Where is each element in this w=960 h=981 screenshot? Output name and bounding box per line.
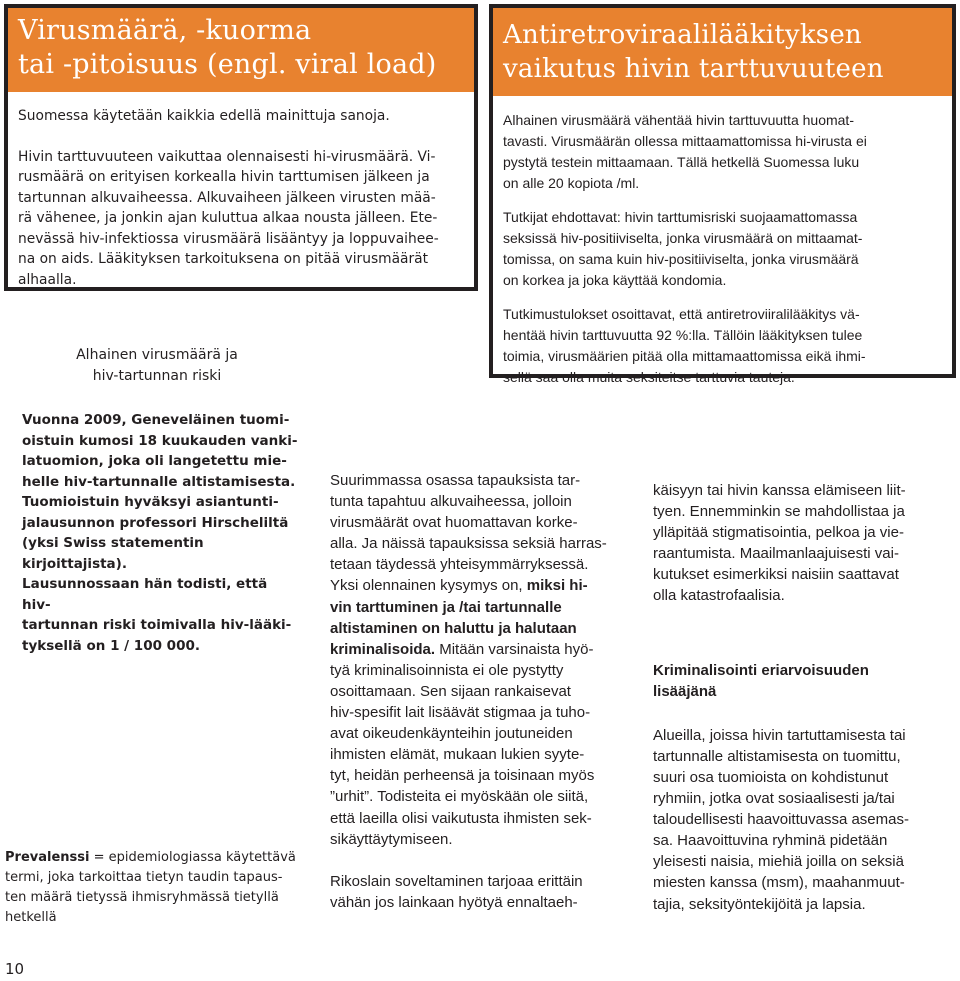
text-line: virusmäärät ovat huomattavan korke- <box>330 514 578 532</box>
text-line: jalausunnon professori Hirscheliltä <box>22 514 289 531</box>
arv-treatment-box <box>489 4 956 385</box>
text-line: alhaalla. <box>18 271 77 288</box>
text-line: sellä saa olla muita seksiteitse tarttuvia tauteja. <box>503 369 795 385</box>
arv-treatment-box-title <box>493 8 952 96</box>
text-line: tomissa, on sama kuin hiv-positiiviselta, jonka virusmäärä <box>503 251 859 267</box>
text-line: ”urhit”. Todisteita ei myöskään ole siitä, <box>330 788 589 806</box>
arv-title-line2: vaikutus hivin tarttuvuuteen <box>503 54 884 84</box>
text-line: alla. Ja näissä tapauksissa seksiä harras- <box>330 535 607 553</box>
middle-paragraph-3 <box>330 871 630 913</box>
text-line: että laeilla olisi vaikutusta ihmisten sek- <box>330 809 592 827</box>
text-line: avat oikeudenkäynteihin joutuneiden <box>330 725 573 743</box>
text-line: Suurimmassa osassa tapauksista tar- <box>330 472 581 489</box>
text-line: Rikoslain soveltaminen tarjoaa erittäin <box>330 872 583 890</box>
text-line: pystytä testein mittaamaan. Tällä hetkellä Suomessa luku <box>503 154 860 170</box>
arv-paragraph-1 <box>503 110 942 194</box>
viral-load-box-title <box>8 8 474 92</box>
text-line: hetkellä <box>5 910 57 925</box>
text-line: tartunnan riski toimivalla hiv-lääki- <box>22 617 292 633</box>
text-line: kutukset esimerkiksi naisiin saattavat <box>653 566 899 584</box>
arv-paragraph-2 <box>503 207 942 291</box>
right-column <box>653 480 955 915</box>
text-line: ryhmiin, jotka ovat sosiaalisesti ja/tai <box>653 790 895 808</box>
text-line: Lausunnossaan hän todisti, että hiv- <box>22 576 268 613</box>
section-heading-line1: Kriminalisointi eriarvoisuuden <box>653 661 869 679</box>
arv-paragraph-3 <box>503 304 942 388</box>
viral-load-box <box>4 4 478 291</box>
viral-load-intro: Suomessa käytetään kaikkia edellä mainittuja sanoja. <box>18 108 390 124</box>
text-line: osoittamaan. Sen sijaan rankaisevat <box>330 682 571 700</box>
text-line: on korkea ja joka käyttää kondomia. <box>503 272 727 288</box>
question-bold-line: altistaminen on haluttu ja halutaan <box>330 619 577 637</box>
definition-first-line <box>5 848 311 868</box>
text-line: Tuomioistuin hyväksyi asiantunti- <box>22 494 279 510</box>
text-line: hiv-spesifit lait lisäävät stigmaa ja tuho- <box>330 704 591 722</box>
text-line: Tutkijat ehdottavat: hivin tarttumisriski suojaamattomassa <box>503 209 858 225</box>
text-line: Alhainen virusmäärä vähentää hivin tarttuvuutta huomat- <box>503 112 854 128</box>
text-line: Alueilla, joissa hivin tartuttamisesta tai <box>653 726 906 744</box>
text-line: na on aids. Lääkityksen tarkoituksena on pitää virusmäärät <box>18 251 429 267</box>
text-line: tajia, seksityöntekijöitä ja lapsia. <box>653 895 866 913</box>
text-line: oistuin kumosi 18 kuukauden vanki- <box>22 432 298 449</box>
text-line: tyt, heidän perheensä ja toisinaan myös <box>330 767 595 785</box>
text-line: (yksi Swiss statementin kirjoittajista). <box>22 535 204 572</box>
question-bold-start: miksi hi- <box>526 577 588 595</box>
text-line: Vuonna 2009, Geneveläinen tuomi- <box>22 412 290 428</box>
text-line: rä vähenee, ja jonkin ajan kuluttua alkaa nousta jälleen. Ete- <box>18 210 438 226</box>
question-bold-end: kriminalisoida. <box>330 640 436 658</box>
right-paragraph-1 <box>653 480 955 607</box>
text-line: nevässä hiv-infektiossa virusmäärä lisääntyy ja loppuvaihee- <box>18 230 439 247</box>
text-line: tyen. Ennemminkin se mahdollistaa ja <box>653 503 905 521</box>
viral-load-title-line1: Virusmäärä, -kuorma <box>18 15 312 46</box>
text-line: tavasti. Virusmäärän ollessa mittaamattomissa hi-virusta ei <box>503 133 867 149</box>
arv-title-line1: Antiretroviraalilääkityksen <box>503 20 862 50</box>
text-line <box>330 575 630 596</box>
middle-paragraph-2 <box>330 575 630 849</box>
text-line: tartunnalle altistamisesta on tuomittu, <box>653 747 901 765</box>
viral-load-paragraph <box>18 147 464 291</box>
text-line: ylläpitää stigmatisointia, pelkoa ja vie- <box>653 524 904 542</box>
middle-column <box>330 470 630 913</box>
text-line: hentää hivin tarttuvuutta 92 %:lla. Tällöin lääkityksen tulee <box>503 327 863 343</box>
text-line: sa. Haavoittuvina ryhminä pidetään <box>653 832 888 850</box>
middle-paragraph-1 <box>330 470 630 575</box>
sidebar-title <box>20 345 294 387</box>
question-intro: Yksi olennainen kysymys on, <box>330 577 527 595</box>
text-line: tyä kriminalisoinnista ei ole pystytty <box>330 661 564 679</box>
text-line: ten määrä tietyssä ihmisryhmässä tietyllä <box>5 890 279 905</box>
section-heading <box>653 660 955 702</box>
text-line <box>330 639 630 660</box>
text-line <box>330 597 630 618</box>
sidebar-case-text <box>22 410 298 656</box>
question-rest: Mitään varsinaista hyö- <box>435 640 594 658</box>
sidebar-title-line2: hiv-tartunnan riski <box>92 368 222 384</box>
text-line: käisyyn tai hivin kanssa elämiseen liit- <box>653 482 906 499</box>
text-line: Tutkimustulokset osoittavat, että antiretroviiralilääkitys vä- <box>503 306 860 322</box>
text-line: termi, joka tarkoittaa tietyn taudin tapaus- <box>5 870 283 885</box>
prevalence-definition <box>5 848 311 928</box>
text-line: tetaan täydessä yhteisymmärryksessä. <box>330 556 589 574</box>
text-line: rusmäärä on erityisen korkealla hivin tarttumisen jälkeen ja <box>18 169 430 185</box>
right-paragraph-2 <box>653 725 955 915</box>
text-line: tyksellä on 1 / 100 000. <box>22 637 200 654</box>
text-line: sikäyttäytymiseen. <box>330 830 453 848</box>
text-line: miesten kanssa (msm), maahanmuut- <box>653 874 905 892</box>
sidebar-title-line1: Alhainen virusmäärä ja <box>76 347 238 363</box>
viral-load-title-line2: tai -pitoisuus (engl. viral load) <box>18 49 437 80</box>
page-number: 10 <box>5 960 25 978</box>
text-line: toimia, virusmäärien pitää olla mittamaattomissa eikä ihmi- <box>503 348 866 364</box>
text-line: raantumista. Maailmanlaajuisesti vai- <box>653 545 899 563</box>
text-line: seksissä hiv-positiiviselta, jonka virusmäärä on mittaamat- <box>503 230 863 246</box>
text-line: Hivin tarttuvuuteen vaikuttaa olennaisesti hi-virusmäärä. Vi- <box>18 148 436 165</box>
text-line: helle hiv-tartunnalle altistamisesta. <box>22 473 296 490</box>
viral-load-box-body <box>8 92 474 290</box>
text-line: olla katastrofaalisia. <box>653 587 785 605</box>
text-line: yleisesti naisia, miehiä joilla on seksiä <box>653 853 904 871</box>
section-heading-line2: lisääjänä <box>653 682 717 700</box>
text-line: ihmisten elämät, mukaan lukien syyte- <box>330 746 585 764</box>
text-line: taloudellisesti haavoittuvassa asemas- <box>653 811 909 829</box>
text-line: tunta tapahtuu alkuvaiheessa, jolloin <box>330 493 572 511</box>
text-line: vähän jos lainkaan hyötyä ennaltaeh- <box>330 893 578 911</box>
definition-term: Prevalenssi <box>5 850 90 865</box>
text-line: suuri osa tuomioista on kohdistunut <box>653 768 889 786</box>
text-line: tartunnan alkuvaiheessa. Alkuvaiheen jälkeen virusten mää- <box>18 189 436 206</box>
definition-rest: = epidemiologiassa käytettävä <box>89 850 296 865</box>
text-line: on alle 20 kopiota /ml. <box>503 175 640 191</box>
text-line: latuomion, joka oli langetettu mie- <box>22 453 287 469</box>
question-bold-line: vin tarttuminen ja /tai tartunnalle <box>330 598 562 616</box>
arv-treatment-box-body <box>493 96 952 388</box>
text-line <box>330 618 630 639</box>
